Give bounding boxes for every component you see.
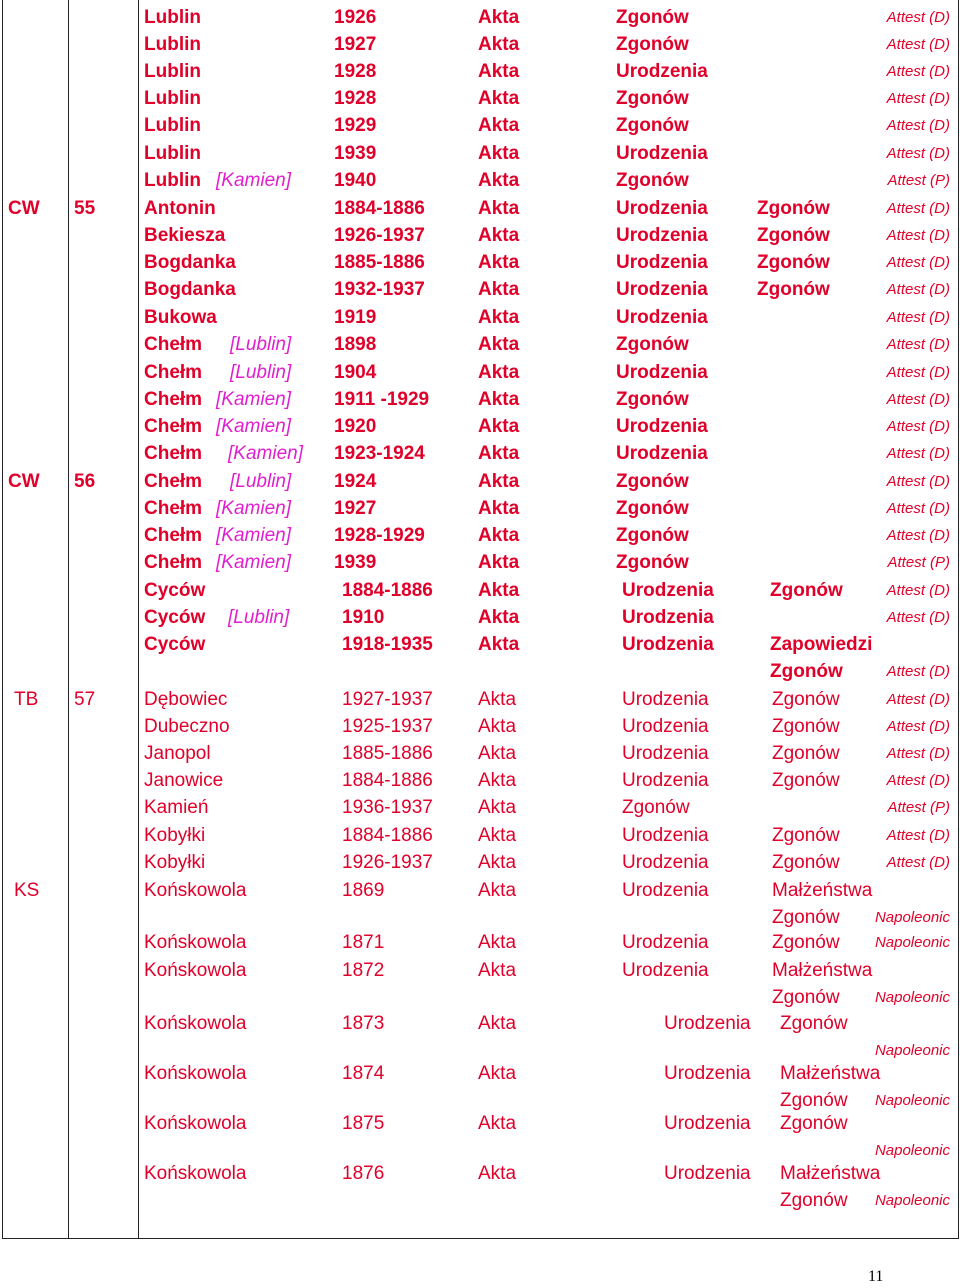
district-tag: [Lublin] bbox=[230, 362, 292, 383]
place-name: Dubeczno bbox=[144, 716, 230, 737]
place-name: Końskowola bbox=[144, 1013, 247, 1034]
record-type-1: Urodzenia bbox=[616, 443, 708, 464]
attest-note: Napoleonic bbox=[874, 1042, 950, 1059]
record-type-1: Zgonów bbox=[616, 34, 689, 55]
place-name: Janopol bbox=[144, 743, 211, 764]
row-code: TB bbox=[14, 689, 39, 710]
record-akta: Akta bbox=[478, 334, 520, 355]
record-type-1: Zgonów bbox=[616, 88, 689, 109]
record-type-2: Zgonów bbox=[772, 743, 840, 764]
attest-note: Napoleonic bbox=[874, 1092, 950, 1109]
record-akta: Akta bbox=[478, 880, 517, 901]
record-akta: Akta bbox=[478, 252, 520, 273]
record-type-2: Małżeństwa bbox=[772, 880, 873, 901]
record-type-1: Zgonów bbox=[616, 334, 689, 355]
attest-note: Napoleonic bbox=[874, 934, 950, 951]
record-type-1: Urodzenia bbox=[616, 307, 708, 328]
place-name: Cyców bbox=[144, 634, 206, 655]
attest-note: Attest (D) bbox=[886, 445, 950, 462]
col-divider-place bbox=[138, 0, 139, 1238]
year-range: 1884-1886 bbox=[342, 770, 433, 791]
record-type-1: Zgonów bbox=[616, 389, 689, 410]
attest-note: Napoleonic bbox=[874, 989, 950, 1006]
attest-note: Attest (D) bbox=[886, 145, 950, 162]
year-range: 1926-1937 bbox=[334, 225, 425, 246]
record-type-1: Zgonów bbox=[616, 115, 689, 136]
record-type-2: Zgonów bbox=[757, 198, 830, 219]
place-name: Końskowola bbox=[144, 1113, 247, 1134]
year-range: 1918-1935 bbox=[342, 634, 433, 655]
attest-note: Attest (D) bbox=[886, 582, 950, 599]
place-name: Bogdanka bbox=[144, 252, 236, 273]
attest-note: Attest (D) bbox=[886, 827, 950, 844]
attest-note: Attest (D) bbox=[886, 36, 950, 53]
record-type-1: Urodzenia bbox=[616, 279, 708, 300]
place-name: Chełm bbox=[144, 552, 203, 573]
record-type-2: Małżeństwa bbox=[780, 1063, 881, 1084]
record-type-1: Urodzenia bbox=[622, 607, 714, 628]
place-name: Końskowola bbox=[144, 880, 247, 901]
record-akta: Akta bbox=[478, 825, 517, 846]
record-type-1: Urodzenia bbox=[616, 362, 708, 383]
year-range: 1919 bbox=[334, 307, 377, 328]
attest-note: Attest (P) bbox=[887, 172, 950, 189]
record-type-1: Urodzenia bbox=[622, 580, 714, 601]
record-akta: Akta bbox=[478, 1113, 517, 1134]
place-name: Antonin bbox=[144, 198, 216, 219]
record-akta: Akta bbox=[478, 307, 520, 328]
record-type-1: Urodzenia bbox=[622, 770, 709, 791]
place-name: Chełm bbox=[144, 525, 203, 546]
district-tag: [Kamien] bbox=[216, 170, 291, 191]
district-tag: [Lublin] bbox=[230, 471, 292, 492]
attest-note: Attest (D) bbox=[886, 854, 950, 871]
record-akta: Akta bbox=[478, 115, 520, 136]
place-name: Kobyłki bbox=[144, 825, 206, 846]
record-type-2: Zgonów bbox=[772, 770, 840, 791]
record-type-1: Urodzenia bbox=[616, 416, 708, 437]
year-range: 1939 bbox=[334, 552, 377, 573]
attest-note: Napoleonic bbox=[874, 1142, 950, 1159]
table-border-left bbox=[2, 0, 3, 1238]
row-code: CW bbox=[8, 471, 40, 492]
year-range: 1927 bbox=[334, 498, 377, 519]
year-range: 1928 bbox=[334, 61, 377, 82]
place-name: Chełm bbox=[144, 334, 203, 355]
year-range: 1936-1937 bbox=[342, 797, 433, 818]
attest-note: Attest (D) bbox=[886, 90, 950, 107]
page-number: 11 bbox=[868, 1268, 884, 1285]
record-type-2: Małżeństwa bbox=[780, 1163, 881, 1184]
record-type-1: Urodzenia bbox=[664, 1013, 751, 1034]
record-type-1: Zgonów bbox=[616, 552, 689, 573]
record-akta: Akta bbox=[478, 1163, 517, 1184]
attest-note: Napoleonic bbox=[874, 909, 950, 926]
district-tag: [Kamien] bbox=[216, 416, 291, 437]
year-range: 1911 -1929 bbox=[334, 389, 430, 410]
record-akta: Akta bbox=[478, 852, 517, 873]
attest-note: Attest (D) bbox=[886, 200, 950, 217]
year-range: 1885-1886 bbox=[334, 252, 425, 273]
record-type-1: Urodzenia bbox=[616, 225, 708, 246]
record-akta: Akta bbox=[478, 743, 517, 764]
year-range: 1869 bbox=[342, 880, 385, 901]
record-akta: Akta bbox=[478, 525, 520, 546]
district-tag: [Lublin] bbox=[230, 334, 292, 355]
record-type-2: Zgonów bbox=[757, 252, 830, 273]
attest-note: Attest (D) bbox=[886, 309, 950, 326]
record-type-2: Zapowiedzi bbox=[770, 634, 873, 655]
year-range: 1884-1886 bbox=[334, 198, 425, 219]
record-type-2: Zgonów bbox=[772, 825, 840, 846]
year-range: 1927 bbox=[334, 34, 377, 55]
record-akta: Akta bbox=[478, 797, 517, 818]
record-type-2: Zgonów bbox=[780, 1113, 848, 1134]
record-type-1: Zgonów bbox=[616, 471, 689, 492]
row-number: 57 bbox=[74, 689, 96, 710]
year-range: 1884-1886 bbox=[342, 825, 433, 846]
record-type-3: Zgonów bbox=[770, 661, 843, 682]
year-range: 1928 bbox=[334, 88, 377, 109]
attest-note: Attest (P) bbox=[887, 799, 950, 816]
place-name: Końskowola bbox=[144, 1163, 247, 1184]
place-name: Dębowiec bbox=[144, 689, 228, 710]
record-type-2: Zgonów bbox=[757, 225, 830, 246]
year-range: 1876 bbox=[342, 1163, 385, 1184]
place-name: Bukowa bbox=[144, 307, 217, 328]
record-type-3: Zgonów bbox=[780, 1190, 848, 1211]
attest-note: Attest (D) bbox=[886, 473, 950, 490]
place-name: Lublin bbox=[144, 170, 201, 191]
record-akta: Akta bbox=[478, 716, 517, 737]
record-type-2: Małżeństwa bbox=[772, 960, 873, 981]
record-type-1: Urodzenia bbox=[622, 880, 709, 901]
record-akta: Akta bbox=[478, 143, 520, 164]
row-number: 56 bbox=[74, 471, 96, 492]
attest-note: Attest (D) bbox=[886, 9, 950, 26]
record-type-1: Zgonów bbox=[616, 525, 689, 546]
place-name: Janowice bbox=[144, 770, 224, 791]
record-akta: Akta bbox=[478, 689, 517, 710]
record-akta: Akta bbox=[478, 960, 517, 981]
district-tag: [Kamien] bbox=[216, 552, 291, 573]
record-akta: Akta bbox=[478, 198, 520, 219]
record-type-1: Zgonów bbox=[616, 498, 689, 519]
record-akta: Akta bbox=[478, 443, 520, 464]
year-range: 1940 bbox=[334, 170, 377, 191]
attest-note: Attest (D) bbox=[886, 691, 950, 708]
district-tag: [Kamien] bbox=[216, 389, 291, 410]
record-akta: Akta bbox=[478, 607, 520, 628]
attest-note: Attest (P) bbox=[887, 554, 950, 571]
record-akta: Akta bbox=[478, 932, 517, 953]
record-type-2: Zgonów bbox=[770, 580, 843, 601]
record-akta: Akta bbox=[478, 279, 520, 300]
attest-note: Attest (D) bbox=[886, 527, 950, 544]
record-type-1: Zgonów bbox=[622, 797, 690, 818]
record-akta: Akta bbox=[478, 7, 520, 28]
record-akta: Akta bbox=[478, 634, 520, 655]
record-type-2: Zgonów bbox=[780, 1013, 848, 1034]
year-range: 1926 bbox=[334, 7, 377, 28]
year-range: 1939 bbox=[334, 143, 377, 164]
attest-note: Attest (D) bbox=[886, 663, 950, 680]
year-range: 1928-1929 bbox=[334, 525, 425, 546]
attest-note: Attest (D) bbox=[886, 772, 950, 789]
year-range: 1927-1937 bbox=[342, 689, 433, 710]
year-range: 1874 bbox=[342, 1063, 385, 1084]
place-name: Lublin bbox=[144, 34, 201, 55]
record-type-1: Urodzenia bbox=[664, 1063, 751, 1084]
record-type-2: Zgonów bbox=[772, 852, 840, 873]
record-type-2: Zgonów bbox=[772, 689, 840, 710]
year-range: 1910 bbox=[342, 607, 385, 628]
record-type-1: Urodzenia bbox=[622, 960, 709, 981]
record-type-1: Zgonów bbox=[616, 170, 689, 191]
year-range: 1920 bbox=[334, 416, 377, 437]
year-range: 1925-1937 bbox=[342, 716, 433, 737]
record-akta: Akta bbox=[478, 416, 520, 437]
attest-note: Attest (D) bbox=[886, 745, 950, 762]
record-akta: Akta bbox=[478, 389, 520, 410]
attest-note: Attest (D) bbox=[886, 336, 950, 353]
record-akta: Akta bbox=[478, 471, 520, 492]
record-type-1: Urodzenia bbox=[616, 198, 708, 219]
place-name: Chełm bbox=[144, 416, 203, 437]
year-range: 1923-1924 bbox=[334, 443, 425, 464]
year-range: 1885-1886 bbox=[342, 743, 433, 764]
col-divider-code bbox=[68, 0, 69, 1238]
place-name: Końskowola bbox=[144, 1063, 247, 1084]
place-name: Kamień bbox=[144, 797, 209, 818]
year-range: 1924 bbox=[334, 471, 377, 492]
place-name: Lublin bbox=[144, 143, 201, 164]
table-border-right bbox=[958, 0, 959, 1238]
place-name: Bogdanka bbox=[144, 279, 236, 300]
attest-note: Attest (D) bbox=[886, 364, 950, 381]
row-number: 55 bbox=[74, 198, 96, 219]
attest-note: Attest (D) bbox=[886, 254, 950, 271]
record-type-3: Zgonów bbox=[772, 907, 840, 928]
record-type-1: Urodzenia bbox=[664, 1113, 751, 1134]
district-tag: [Kamien] bbox=[228, 443, 303, 464]
place-name: Kobyłki bbox=[144, 852, 206, 873]
record-type-1: Urodzenia bbox=[616, 61, 708, 82]
record-type-1: Urodzenia bbox=[622, 852, 709, 873]
record-type-2: Zgonów bbox=[757, 279, 830, 300]
place-name: Chełm bbox=[144, 362, 203, 383]
place-name: Chełm bbox=[144, 498, 203, 519]
record-type-1: Urodzenia bbox=[616, 143, 708, 164]
district-tag: [Kamien] bbox=[216, 525, 291, 546]
place-name: Lublin bbox=[144, 61, 201, 82]
attest-note: Napoleonic bbox=[874, 1192, 950, 1209]
year-range: 1875 bbox=[342, 1113, 385, 1134]
record-type-1: Urodzenia bbox=[622, 932, 709, 953]
record-type-1: Urodzenia bbox=[616, 252, 708, 273]
attest-note: Attest (D) bbox=[886, 609, 950, 626]
record-akta: Akta bbox=[478, 34, 520, 55]
record-type-1: Urodzenia bbox=[664, 1163, 751, 1184]
place-name: Lublin bbox=[144, 88, 201, 109]
table-border-bottom bbox=[2, 1238, 959, 1239]
place-name: Końskowola bbox=[144, 960, 247, 981]
record-akta: Akta bbox=[478, 362, 520, 383]
district-tag: [Lublin] bbox=[228, 607, 290, 628]
attest-note: Attest (D) bbox=[886, 63, 950, 80]
year-range: 1898 bbox=[334, 334, 377, 355]
record-type-1: Urodzenia bbox=[622, 689, 709, 710]
year-range: 1871 bbox=[342, 932, 385, 953]
record-type-1: Urodzenia bbox=[622, 716, 709, 737]
record-akta: Akta bbox=[478, 498, 520, 519]
record-akta: Akta bbox=[478, 770, 517, 791]
place-name: Bekiesza bbox=[144, 225, 226, 246]
place-name: Cyców bbox=[144, 580, 206, 601]
year-range: 1884-1886 bbox=[342, 580, 433, 601]
record-type-2: Zgonów bbox=[772, 932, 840, 953]
place-name: Chełm bbox=[144, 471, 203, 492]
attest-note: Attest (D) bbox=[886, 117, 950, 134]
place-name: Lublin bbox=[144, 7, 201, 28]
record-akta: Akta bbox=[478, 1013, 517, 1034]
place-name: Chełm bbox=[144, 389, 203, 410]
record-akta: Akta bbox=[478, 580, 520, 601]
record-akta: Akta bbox=[478, 552, 520, 573]
record-type-1: Urodzenia bbox=[622, 634, 714, 655]
record-akta: Akta bbox=[478, 170, 520, 191]
year-range: 1872 bbox=[342, 960, 385, 981]
year-range: 1929 bbox=[334, 115, 377, 136]
row-code: CW bbox=[8, 198, 40, 219]
record-type-3: Zgonów bbox=[772, 987, 840, 1008]
year-range: 1904 bbox=[334, 362, 377, 383]
attest-note: Attest (D) bbox=[886, 391, 950, 408]
attest-note: Attest (D) bbox=[886, 500, 950, 517]
attest-note: Attest (D) bbox=[886, 281, 950, 298]
record-type-3: Zgonów bbox=[780, 1090, 848, 1111]
row-code: KS bbox=[14, 880, 40, 901]
record-type-1: Zgonów bbox=[616, 7, 689, 28]
place-name: Końskowola bbox=[144, 932, 247, 953]
district-tag: [Kamien] bbox=[216, 498, 291, 519]
record-akta: Akta bbox=[478, 61, 520, 82]
record-akta: Akta bbox=[478, 1063, 517, 1084]
place-name: Cyców bbox=[144, 607, 206, 628]
record-akta: Akta bbox=[478, 88, 520, 109]
record-type-2: Zgonów bbox=[772, 716, 840, 737]
record-akta: Akta bbox=[478, 225, 520, 246]
record-type-1: Urodzenia bbox=[622, 825, 709, 846]
year-range: 1932-1937 bbox=[334, 279, 425, 300]
year-range: 1926-1937 bbox=[342, 852, 433, 873]
place-name: Lublin bbox=[144, 115, 201, 136]
attest-note: Attest (D) bbox=[886, 227, 950, 244]
place-name: Chełm bbox=[144, 443, 203, 464]
year-range: 1873 bbox=[342, 1013, 385, 1034]
record-type-1: Urodzenia bbox=[622, 743, 709, 764]
attest-note: Attest (D) bbox=[886, 418, 950, 435]
attest-note: Attest (D) bbox=[886, 718, 950, 735]
